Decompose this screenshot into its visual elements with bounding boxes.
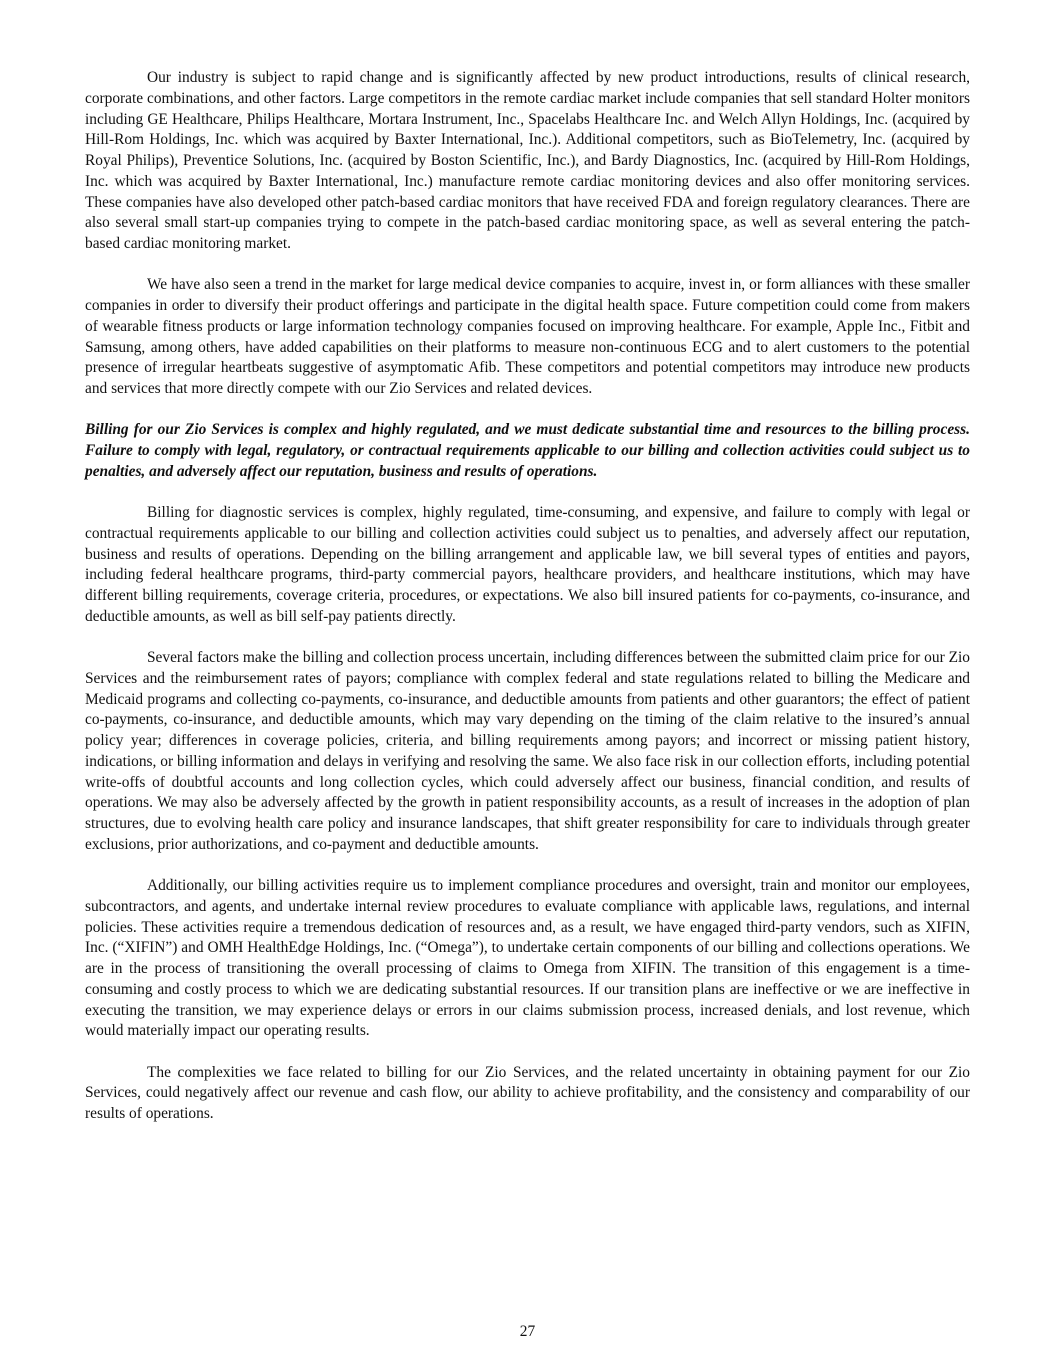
paragraph-market-trend: We have also seen a trend in the market for large medical device companies to acquire, invest in, or form alliances with these smaller companies in order to diversify their product offerings and participate in the digital health space. Future competition could come from makers of wearable fitness products or large information technology companies focused on improving healthcare. For example, Apple Inc., Fitbit and Samsung, among others, have added capabilities on their platforms to measure non-continuous ECG and to alert customers to the potential presence of irregular heartbeats suggestive of asymptomatic Afib. These competitors and potential competitors may introduce new products and services that more directly compete with our Zio Services and related devices. [85, 276, 970, 397]
paragraph-billing-summary: The complexities we face related to billing for our Zio Services, and the related uncertainty in obtaining payment for our Zio Services, could negatively affect our revenue and cash flow, our ability to achieve profitability, and the consistency and comparability of our results of operations. [85, 1063, 970, 1122]
paragraph-billing-factors: Several factors make the billing and collection process uncertain, including differences between the submitted claim price for our Zio Services and the reimbursement rates of payors; compliance with complex federal and state regulations related to billing the Medicare and Medicaid programs and collecting co-payments, co-insurance, and deductible amounts from patients and other guarantors; the effect of patient co-payments, co-insurance, and deductible amounts, which may vary depending on the timing of the claim relative to the insured’s annual policy year; differences in coverage policies, criteria, and billing requirements among payors; and incorrect or missing patient history, indications, or billing information and delays in verifying and resolving the same. We also face risk in our collection efforts, including potential write-offs of doubtful accounts and long collection cycles, which could adversely affect our business, financial condition, and results of operations. We may also be adversely affected by the growth in patient responsibility accounts, as a result of increases in the adoption of plan structures, due to evolving health care policy and insurance landscapes, that shift greater responsibility for care to individuals through greater exclusions, prior authorizations, and co-payment and deductible amounts. [85, 649, 970, 853]
page-number: 27 [519, 1323, 536, 1340]
paragraph-billing-compliance: Additionally, our billing activities require us to implement compliance procedures and oversight, train and monitor our employees, subcontractors, and agents, and undertake internal review procedures to evaluate compliance with applicable laws, regulations, and internal policies. These activities require a tremendous dedication of resources and, as a result, we have engaged third-party vendors, such as XIFIN, Inc. (“XIFIN”) and OMH HealthEdge Holdings, Inc. (“Omega”), to undertake certain components of our billing and collections operations. We are in the process of transitioning the overall processing of claims to Omega from XIFIN. The transition of this engagement is a time-consuming and costly process to which we are dedicating substantial resources. If our transition plans are ineffective or we are ineffective in executing the transition, we may experience delays or errors in our claims submission process, increased denials, and lost revenue, which would materially impact our operating results. [85, 877, 970, 1040]
document-page [85, 68, 970, 1145]
paragraph-billing-complexity: Billing for diagnostic services is complex, highly regulated, time-consuming, and expensive, and failure to comply with legal or contractual requirements applicable to our billing and collection activities could subject us to penalties, and adversely affect our reputation, business and results of operations. Depending on the billing arrangement and applicable law, we bill several types of entities and payors, including federal healthcare programs, third-party commercial payors, healthcare providers, and healthcare institutions, which may have different billing requirements, coverage criteria, procedures, or expectations. We also bill insured patients for co-payments, co-insurance, and deductible amounts, as well as bill self-pay patients directly. [85, 504, 970, 625]
risk-factor-heading-billing: Billing for our Zio Services is complex and highly regulated, and we must dedicate substantial time and resources to the billing process. Failure to comply with legal, regulatory, or contractual requirements applicable to our billing and collection activities could subject us to penalties, and adversely affect our reputation, business and results of operations. [85, 421, 970, 480]
paragraph-competition: Our industry is subject to rapid change and is significantly affected by new product introductions, results of clinical research, corporate combinations, and other factors. Large competitors in the remote cardiac market include companies that sell standard Holter monitors including GE Healthcare, Philips Healthcare, Mortara Instrument, Inc., Spacelabs Healthcare Inc. and Welch Allyn Holdings, Inc. (acquired by Hill-Rom Holdings, Inc. which was acquired by Baxter International, Inc.). Additional competitors, such as BioTelemetry, Inc. (acquired by Royal Philips), Preventice Solutions, Inc. (acquired by Boston Scientific, Inc.), and Bardy Diagnostics, Inc. (acquired by Hill-Rom Holdings, Inc. which was acquired by Baxter International, Inc.) manufacture remote cardiac monitoring devices and also offer monitoring services. These companies have also developed other patch-based cardiac monitors that have received FDA and foreign regulatory clearances. There are also several small start-up companies trying to compete in the patch-based cardiac monitoring space, as well as several entering the patch-based cardiac monitoring market. [85, 69, 970, 252]
